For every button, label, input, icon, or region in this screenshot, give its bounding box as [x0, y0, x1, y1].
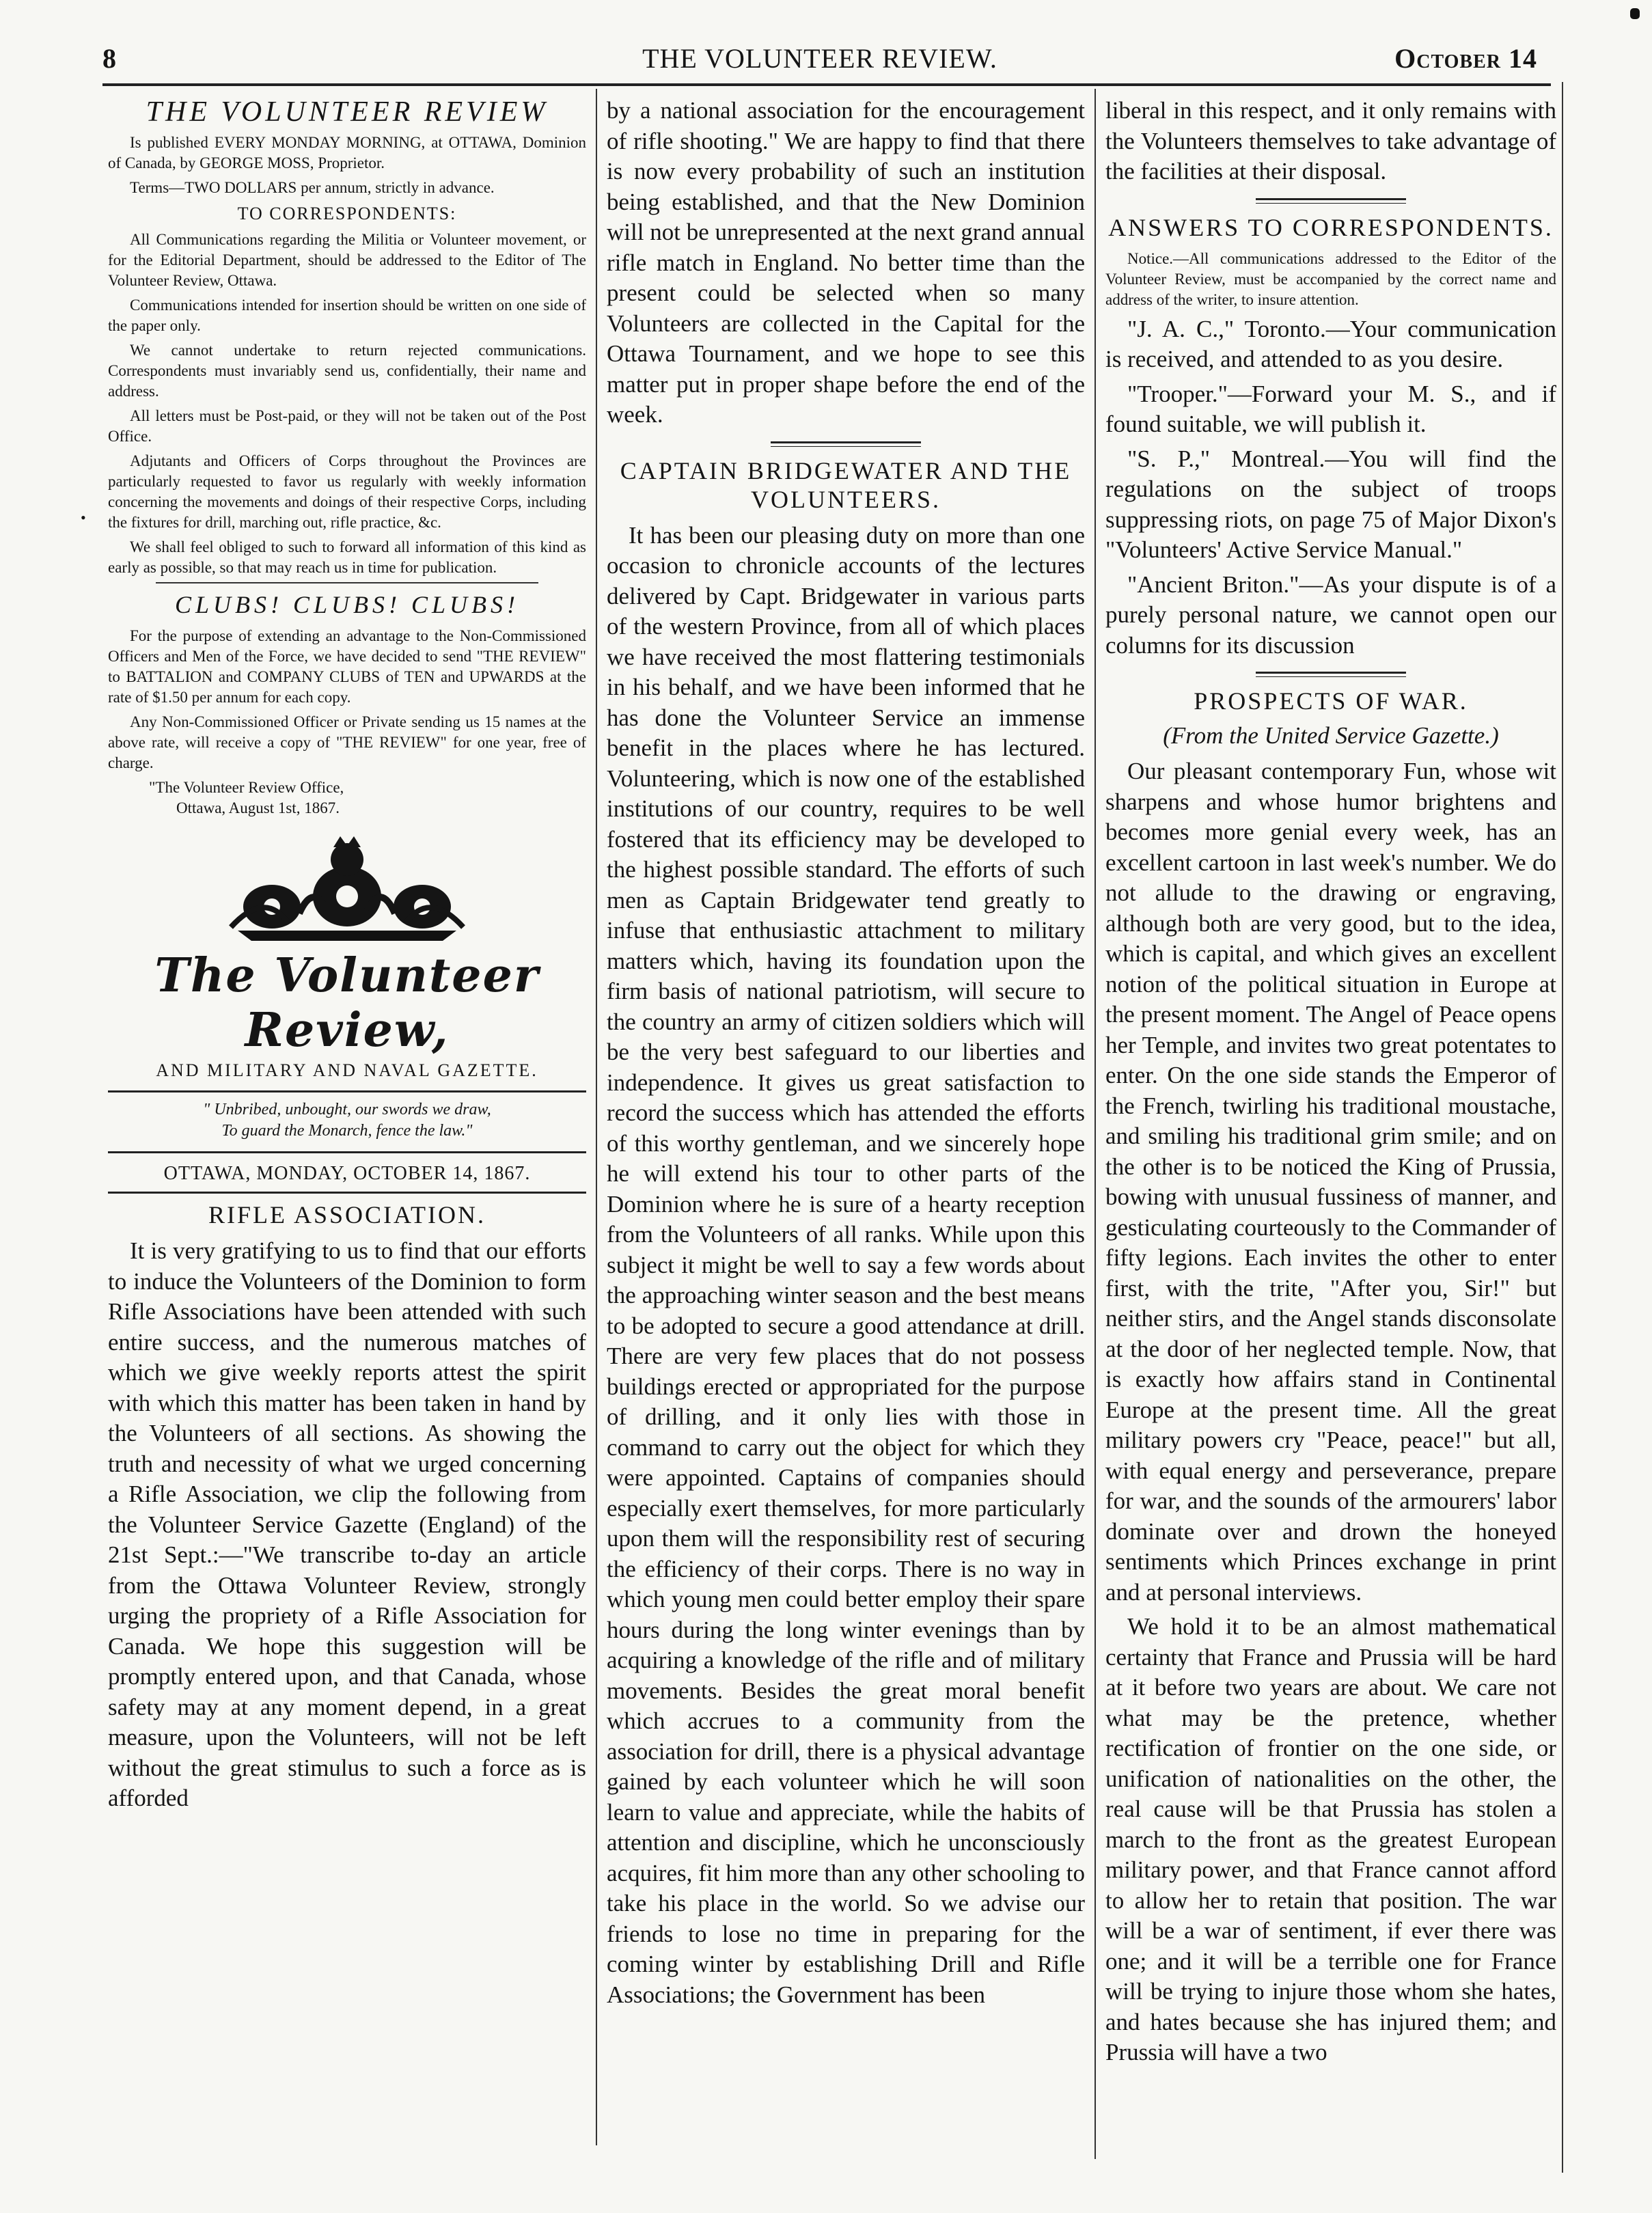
answers-notice: [1105, 249, 1556, 310]
column-rule: [596, 89, 597, 2145]
column-rule: [1095, 89, 1096, 2159]
paragraph: Communications intended for insertion should be written on one side of the paper only.: [108, 297, 586, 334]
office-signoff: [149, 778, 586, 819]
article-continuation: [1105, 96, 1556, 187]
clubs-notice: [108, 626, 586, 773]
divider: [1256, 672, 1406, 677]
column-2: [607, 96, 1085, 2173]
crest-emblem-icon: [224, 828, 470, 944]
divider: [1256, 198, 1406, 204]
newspaper-title: THE VOLUNTEER REVIEW.: [642, 43, 997, 74]
motto-box: [108, 1090, 586, 1153]
paragraph: We hold it to be an almost mathematical certainty that France and Prussia will be hard at it before two years are about. We care not what may be the pretence, whether rectification of frontier on the one side, or unification of nationalities on the other, the real cause will be that Prussia has stolen a march to the front as the greatest European military power, and that France cannot afford to allow her to retain that position. The war will be a war of sentiment, if ever there was one; and it will be a terrible one for France will be trying to injure those whom she hates, and hates because she has injured them; and Prussia will have a two: [1105, 1613, 1556, 2065]
signoff-line: Ottawa, August 1st, 1867.: [176, 799, 340, 816]
section-heading: ANSWERS TO CORRESPONDENTS.: [1108, 213, 1554, 241]
article-source: (From the United Service Gazette.): [1163, 722, 1499, 749]
masthead-subtitle: AND MILITARY AND NAVAL GAZETTE.: [156, 1060, 538, 1080]
divider: [156, 582, 538, 583]
paragraph: All letters must be Post-paid, or they will not be taken out of the Post Office.: [108, 407, 586, 445]
divider: [771, 441, 921, 447]
paragraph: "Ancient Briton."—As your dispute is of a purely personal nature, we cannot open our columns for its discussion: [1105, 571, 1556, 659]
motto-line: " Unbribed, unbought, our swords we draw,: [203, 1101, 491, 1118]
ink-blot: [1630, 8, 1640, 19]
correspondents-notice: [108, 230, 586, 578]
paragraph: It has been our pleasing duty on more than one occasion to chronicle accounts of the lectures delivered by Capt. Bridgewater in various parts of the western Province, from all of which places we have received the most flattering testimonials in his behalf, and we have been informed that he has done the Volunteer Service an immense benefit in the places where he has lectured. Volunteering, which is now one of the established institutions of our country, requires to be well fostered that its efficiency may be developed to the highest possible standard. The efforts of such men as Captain Bridgewater tend greatly to infuse that enthusiastic attachment to military matters which, having its foundation upon the firm basis of national patriotism, will secure to the country an army of citizen soldiers which will be the very best safeguard to our liberties and independence. It gives us great satisfaction to record the success which has attended the efforts of this worthy gentleman, and we sincerely hope he will extend his tour to other parts of the Dominion where he is sure of a hearty reception from the Volunteers of all ranks. While upon this subject it might be well to say a few words about the approaching winter season and the best means to be adopted to secure a good attendance at drill. There are very few places that do not possess buildings erected or appropriated for the purpose of drilling, and it only lies with those in command to carry out the object for which they were appointed. Captains of companies should especially exert themselves, for more particularly upon them will the responsibility rest of securing the efficiency of their corps. There is no way in which young men could better employ their spare hours during the long winter evenings than by acquiring a knowledge of the rifle and of military movements. Besides the great moral benefit which accrues to a community from the association for drill, there is a physical advantage gained by each volunteer which he will soon learn to value and appreciate, while the habits of attention and discipline, which he unconsciously acquires, fit him more than any other schooling to take his place in the world. So we advise our friends to lose no time in preparing for the coming winter by establishing Drill and Rifle Associations; the Government has been: [607, 521, 1085, 2008]
margin-bullet: •: [81, 509, 86, 526]
column-rule: [1562, 82, 1563, 2173]
motto-line: To guard the Monarch, fence the law.": [221, 1122, 473, 1140]
paragraph: by a national association for the encouragement of rifle shooting." We are happy to find that there is now every probability of such an institution being established, and that the New Dominion will not be unrepresented at the next grand annual rifle match in England. No better time than the present could be selected when so many Volunteers are collected in the Capital for the Ottawa Tournament, and we hope to see this matter put in proper shape before the end of the week.: [607, 97, 1085, 428]
paragraph: Notice.—All communications addressed to the Editor of the Volunteer Review, must be accompanied by the correct name and address of the writer, to insure attention.: [1105, 249, 1556, 308]
column-3: [1105, 96, 1556, 2173]
paragraph: "J. A. C.," Toronto.—Your communication is received, and attended to as you desire.: [1105, 315, 1556, 372]
section-heading: TO CORRESPONDENTS:: [237, 204, 457, 223]
article-body: [607, 521, 1085, 2011]
paragraph: "Trooper."—Forward your M. S., and if found suitable, we will publish it.: [1105, 380, 1556, 437]
paragraph: Our pleasant contemporary Fun, whose wit sharpens and whose humor brightens and becomes more genial every week, has an excellent cartoon in last week's number. We do not allude to the drawing or engraving, although both are very good, but to the idea, which is capital, and which gives an excellent notion of the political situation in Europe at the present moment. The Angel of Peace opens her Temple, and invites two great potentates to enter. On the one side stands the Emperor of the French, twirling his traditional moustache, and smiling his traditional grim smile; and on the other is to be noticed the King of Prussia, bowing with unusual fussiness of manner, and gesticulating courteously to the Commander of fifty legions. Each invites the other to enter first, with the trite, "After you, Sir!" but neither stirs, and the Angel stands disconsolate at the door of her neglected temple. Now, that is exactly how affairs stand in Continental Europe at the present time. All the great military powers cry "Peace, peace!" but all, with equal energy and perseverance, prepare for war, and the sounds of the armourers' labor dominate over and drown the honeyed sentiments which Princes exchange in print and at personal interviews.: [1105, 758, 1556, 1606]
article-heading: RIFLE ASSOCIATION.: [208, 1201, 486, 1228]
paragraph: It is very gratifying to us to find that our efforts to induce the Volunteers of the Dominion to form Rifle Associations have been attended with such entire success, and the numerous matches of which we give weekly reports attest the spirit with which this matter has been taken in hand by the Volunteers of all sections. As showing the truth and necessity of what we urged concerning a Rifle Association, we clip the following from the Volunteer Service Gazette (England) of the 21st Sept.:—"We transcribe to-day an article from the Ottawa Volunteer Review, strongly urging the propriety of a Rifle Association for Canada. We hope this suggestion will be promptly entered upon, and that Canada, whose safety may at any moment depend, in a great measure, upon the Volunteers, will not be left without the great stimulus to such a force as is afforded: [108, 1237, 586, 1811]
publication-notice: [108, 133, 586, 198]
paragraph: Any Non-Commissioned Officer or Private sending us 15 names at the above rate, will receive a copy of "THE REVIEW" for one year, free of charge.: [108, 713, 586, 771]
signoff-line: "The Volunteer Review Office,: [149, 779, 344, 796]
section-heading: CLUBS! CLUBS! CLUBS!: [174, 591, 520, 618]
page-number: 8: [102, 43, 117, 74]
article-continuation: [607, 96, 1085, 430]
paragraph: Adjutants and Officers of Corps throughout the Provinces are particularly requested to favor us regularly with weekly information concerning the movements and doings of their respective Corps, including the fixtures for drill, marching out, rifle practice, &c.: [108, 452, 586, 531]
article-heading: PROSPECTS OF WAR.: [1194, 687, 1468, 715]
paragraph: Terms—TWO DOLLARS per annum, strictly in advance.: [130, 179, 495, 196]
header-rule: [102, 83, 1551, 86]
issue-date: October 14: [1394, 43, 1537, 74]
paragraph: "S. P.," Montreal.—You will find the regulations on the subject of troops suppressing riots, on page 75 of Major Dixon's "Volunteers' Active Service Manual.": [1105, 445, 1556, 563]
column-1: [108, 96, 586, 2173]
paragraph: Is published EVERY MONDAY MORNING, at OTTAWA, Dominion of Canada, by GEORGE MOSS, Proprietor.: [108, 134, 586, 171]
article-body: [108, 1236, 586, 1814]
paragraph: All Communications regarding the Militia or Volunteer movement, or for the Editorial Department, should be addressed to the Editor of The Volunteer Review, Ottawa.: [108, 231, 586, 289]
publication-heading: THE VOLUNTEER REVIEW: [146, 96, 549, 128]
paragraph: We cannot undertake to return rejected communications. Correspondents must invariably send us, confidentially, their name and address.: [108, 342, 586, 400]
paragraph: We shall feel obliged to such to forward all information of this kind as early as possible, so that may reach us in time for publication.: [108, 538, 586, 576]
running-header: [102, 42, 1537, 83]
answers-body: [1105, 314, 1556, 661]
paragraph: For the purpose of extending an advantage to the Non-Commissioned Officers and Men of the Force, we have decided to send "THE REVIEW" to BATTALION and COMPANY CLUBS of TEN and UPWARDS at the rate of $1.50 per annum for each copy.: [108, 627, 586, 706]
article-heading: CAPTAIN BRIDGEWATER AND THE VOLUNTEERS.: [620, 456, 1072, 513]
paragraph: liberal in this respect, and it only remains with the Volunteers themselves to take advantage of the facilities at their disposal.: [1105, 97, 1556, 184]
dateline: OTTAWA, MONDAY, OCTOBER 14, 1867.: [108, 1163, 586, 1194]
masthead: The Volunteer Review,: [154, 948, 540, 1058]
article-body: [1105, 756, 1556, 2068]
